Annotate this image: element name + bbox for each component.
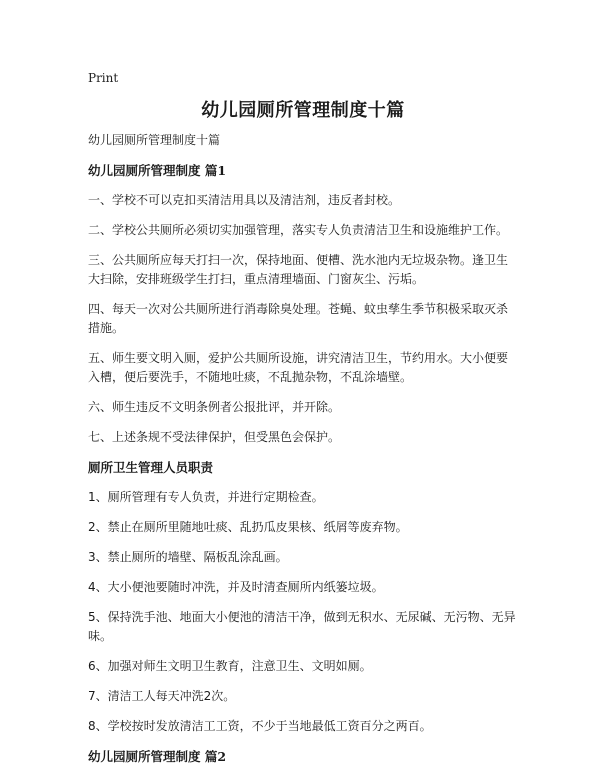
section-heading: 幼儿园厕所管理制度 篇2 (88, 749, 227, 764)
page-title: 幼儿园厕所管理制度十篇 (201, 100, 405, 121)
section-heading: 厕所卫生管理人员职责 (88, 460, 214, 475)
list-item: 5、保持洗手池、地面大小便池的清洁干净，做到无积水、无尿碱、无污物、无异味。 (88, 610, 516, 643)
section-heading: 幼儿园厕所管理制度 篇1 (88, 163, 227, 178)
list-item: 三、公共厕所应每天打扫一次，保持地面、便槽、洗水池内无垃圾杂物。逢卫生大扫除，安排班级学生打扫，重点清理墙面、门窗灰尘、污垢。 (88, 253, 509, 286)
list-item: 一、学校不可以克扣买清洁用具以及清洁剂，违反者封校。 (88, 193, 401, 207)
document-body (88, 131, 518, 777)
print-link[interactable]: Print (88, 71, 119, 85)
list-item: 7、清洁工人每天冲洗2次。 (88, 689, 236, 703)
list-item: 四、每天一次对公共厕所进行消毒除臭处理。苍蝇、蚊虫孳生季节积极采取灭杀措施。 (88, 302, 509, 335)
list-item: 3、禁止厕所的墙壁、隔板乱涂乱画。 (88, 550, 288, 564)
list-item: 1、厕所管理有专人负责，并进行定期检查。 (88, 490, 324, 504)
list-item: 6、加强对师生文明卫生教育，注意卫生、文明如厕。 (88, 659, 372, 673)
list-item: 4、大小便池要随时冲洗，并及时清查厕所内纸篓垃圾。 (88, 580, 384, 594)
list-item: 二、学校公共厕所必须切实加强管理，落实专人负责清洁卫生和设施维护工作。 (88, 223, 509, 237)
subtitle: 幼儿园厕所管理制度十篇 (88, 133, 221, 147)
list-item: 七、上述条规不受法律保护，但受黑色会保护。 (88, 430, 341, 444)
list-item: 六、师生违反不文明条例者公报批评，并开除。 (88, 400, 341, 414)
list-item: 五、师生要文明入厕，爱护公共厕所设施，讲究清洁卫生，节约用水。大小便要入槽，便后要洗手，不随地吐痰，不乱抛杂物，不乱涂墙壁。 (88, 351, 509, 384)
list-item: 2、禁止在厕所里随地吐痰、乱扔瓜皮果核、纸屑等废弃物。 (88, 520, 408, 534)
list-item: 8、学校按时发放清洁工工资，不少于当地最低工资百分之两百。 (88, 719, 432, 733)
